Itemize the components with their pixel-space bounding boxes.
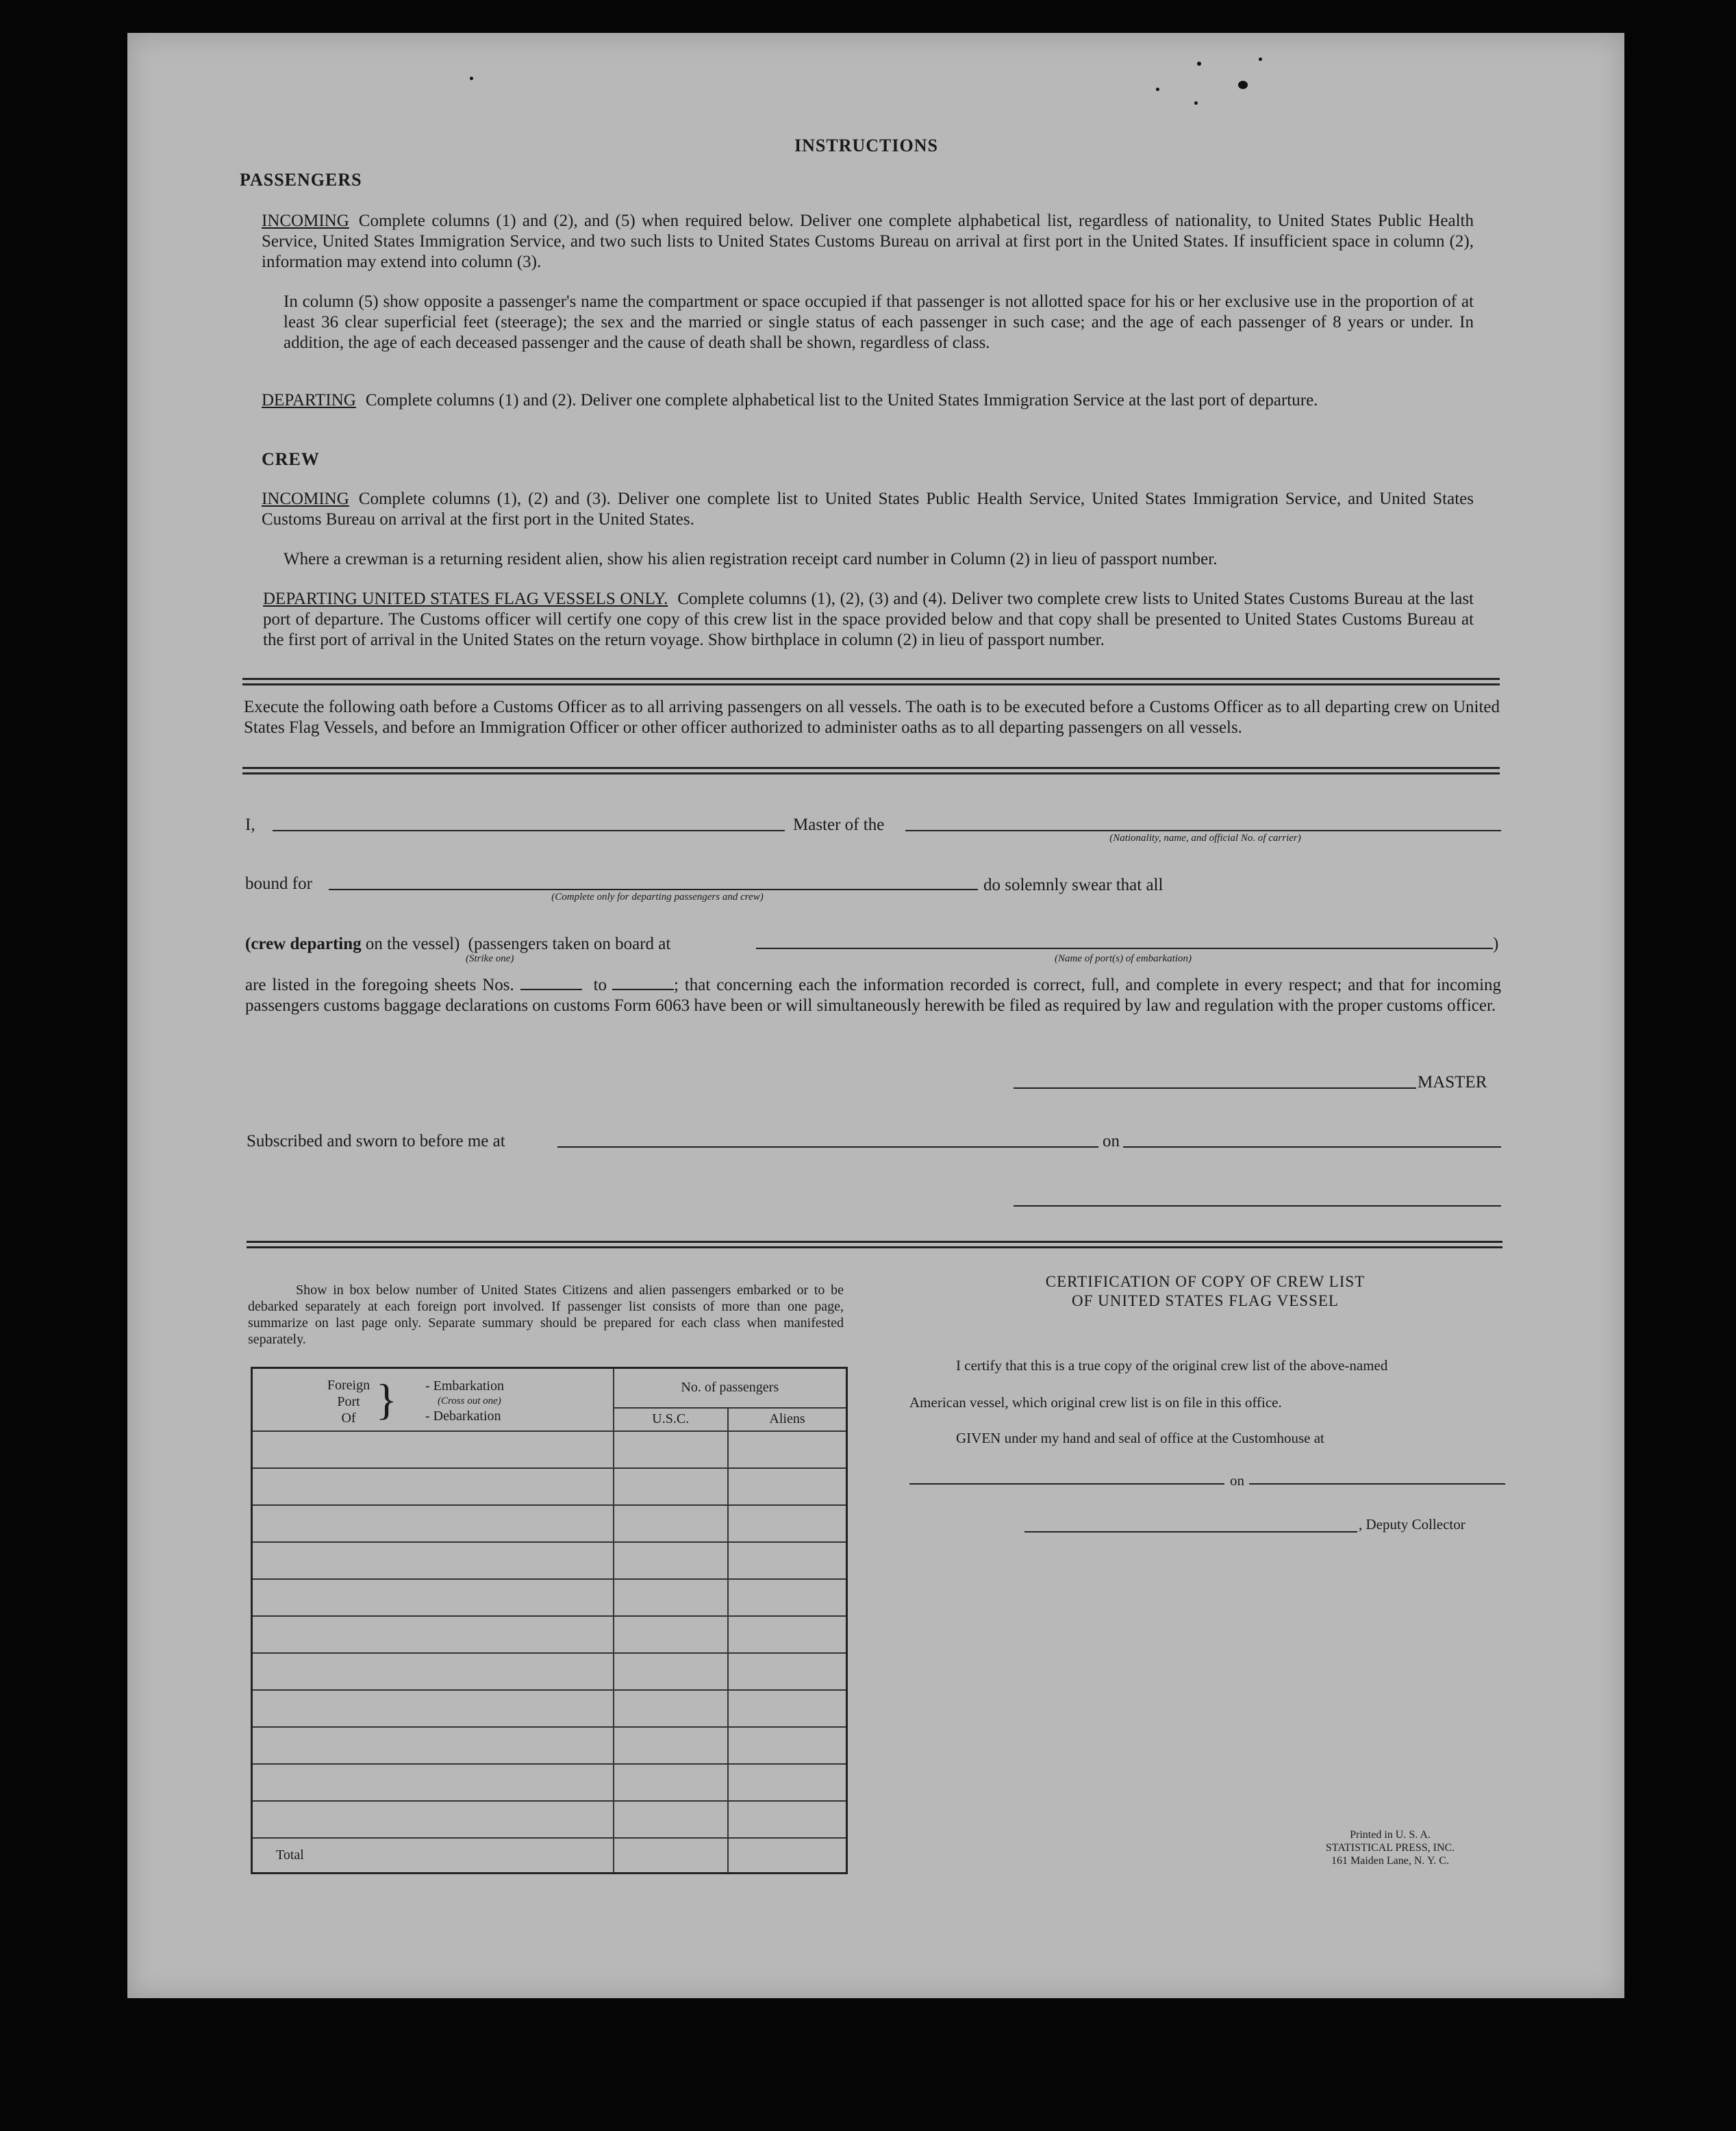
carrier-field-hint: (Nationality, name, and official No. of carrier) [1109,833,1301,844]
printer-line-1: Printed in U. S. A. [1350,1829,1431,1841]
usc-cell[interactable] [614,1468,729,1505]
port-cell[interactable] [252,1616,614,1653]
usc-cell[interactable] [614,1431,729,1468]
double-rule [247,1241,1502,1248]
customhouse-field[interactable] [909,1483,1224,1485]
oath-swear-label: do solemnly swear that all [983,876,1163,894]
ports-embarkation-hint: (Name of port(s) of embarkation) [1055,953,1192,964]
master-name-field[interactable] [273,830,785,831]
double-rule [242,767,1500,774]
close-paren: ) [1493,935,1499,953]
certification-date-field[interactable] [1249,1483,1505,1485]
table-row [252,1468,847,1505]
usc-cell[interactable] [614,1764,729,1801]
usc-header: U.S.C. [614,1408,729,1431]
ports-embarkation-field[interactable] [756,948,1493,949]
total-usc-cell[interactable] [614,1838,729,1874]
certification-text-1: I certify that this is a true copy of the original crew list of the above-named [956,1357,1388,1374]
certification-text-2: American vessel, which original crew list is on file in this office. [909,1394,1282,1411]
aliens-cell[interactable] [728,1579,847,1616]
certification-title-line-2: OF UNITED STATES FLAG VESSEL [1072,1292,1339,1309]
table-row [252,1690,847,1727]
usc-cell[interactable] [614,1505,729,1542]
sworn-on-label: on [1103,1132,1120,1150]
oath-listed-text-b: ; that concerning each the information recorded is correct, full, and complete in every respect; and that for incoming passengers customs baggage declarations on customs Form 6063 have been or will simultaneously herewith be filed as required by law and regulation with the proper customs officer. [245,976,1502,1015]
aliens-cell[interactable] [728,1653,847,1690]
oath-intro-paragraph: Execute the following oath before a Customs Officer as to all arriving passengers on all vessels. The oath is to be executed before a Customs Officer as to all departing crew on United States Flag Vessels, and before an Immigration Officer or other officer authorized to administer oaths as to all departing passengers on all vessels. [244,698,1500,737]
crew-incoming-label: INCOMING [262,490,349,508]
of-label: Of [341,1411,356,1426]
table-row [252,1431,847,1468]
table-row [252,1653,847,1690]
sworn-place-field[interactable] [557,1146,1098,1148]
scan-speck [1197,62,1201,66]
sheet-from-field[interactable] [520,976,582,990]
aliens-cell[interactable] [728,1468,847,1505]
passengers-departing-text: Complete columns (1) and (2). Deliver one complete alphabetical list to the United States Immigration Service at the last port of departure. [365,391,1318,409]
port-cell[interactable] [252,1431,614,1468]
table-header-row [252,1368,847,1408]
crew-incoming-paragraph [262,489,1474,530]
bound-for-field[interactable] [329,889,978,890]
printer-line-2: STATISTICAL PRESS, INC. [1325,1842,1455,1854]
scan-speck [1238,81,1248,89]
instructions-title: INSTRUCTIONS [794,136,938,155]
scan-speck [470,77,473,80]
passengers-incoming-label: INCOMING [262,212,349,230]
aliens-cell[interactable] [728,1542,847,1579]
oath-listed-paragraph [245,975,1501,1016]
deputy-collector-signature-field[interactable] [1024,1531,1357,1533]
port-cell[interactable] [252,1579,614,1616]
aliens-cell[interactable] [728,1616,847,1653]
table-row [252,1542,847,1579]
port-cell[interactable] [252,1468,614,1505]
usc-cell[interactable] [614,1690,729,1727]
passengers-departing-paragraph [262,390,1474,411]
passengers-heading: PASSENGERS [240,170,362,190]
table-row [252,1579,847,1616]
bound-for-field-hint: (Complete only for departing passengers and crew) [551,892,764,903]
aliens-header: Aliens [728,1408,847,1431]
no-of-passengers-header: No. of passengers [614,1368,847,1408]
usc-cell[interactable] [614,1579,729,1616]
master-signature-field[interactable] [1014,1087,1416,1089]
table-total-row [252,1838,847,1874]
foreign-label: Foreign [327,1378,370,1393]
passenger-summary-table [251,1367,848,1874]
port-label: Port [337,1394,360,1409]
master-label: MASTER [1418,1073,1487,1092]
passengers-incoming-text: Complete columns (1) and (2), and (5) when required below. Deliver one complete alphabetical list, regardless of nationality, to United States Public Health Service, United States Immigration Service, and two such lists to United States Customs Bureau on arrival at first port in the United States. If insufficient space in column (2), information may extend into column (3). [262,212,1474,271]
port-cell[interactable] [252,1727,614,1764]
port-cell[interactable] [252,1505,614,1542]
sworn-date-field[interactable] [1123,1146,1501,1148]
oath-master-of-the-label: Master of the [793,816,885,834]
oath-listed-to: to [593,976,607,994]
usc-cell[interactable] [614,1653,729,1690]
embarkation-option[interactable]: - Embarkation [425,1378,504,1394]
aliens-cell[interactable] [728,1431,847,1468]
subscribed-label: Subscribed and sworn to before me at [247,1132,505,1150]
brace-glyph: } [376,1375,397,1424]
sheet-to-field[interactable] [612,976,674,990]
summary-instructions: Show in box below number of United States Citizens and alien passengers embarked or to be debarked separately at each foreign port involved. If passenger list consists of more than one page, summarize on last page only. Separate summary should be prepared for each class when manifested separately. [248,1283,844,1347]
port-cell[interactable] [252,1690,614,1727]
port-cell[interactable] [252,1542,614,1579]
total-aliens-cell[interactable] [728,1838,847,1874]
crew-departing-paragraph [263,589,1474,651]
oath-listed-text-a: are listed in the foregoing sheets Nos. [245,976,514,994]
crew-alien-paragraph: Where a crewman is a returning resident alien, show his alien registration receipt card number in Column (2) in lieu of passport number. [284,550,1218,568]
table-row [252,1727,847,1764]
embark-debark-options [425,1378,504,1424]
certification-on-label: on [1230,1472,1244,1489]
usc-cell[interactable] [614,1616,729,1653]
oath-i-label: I, [245,816,255,834]
scan-speck [1259,58,1262,61]
table-row [252,1505,847,1542]
scan-speck [1156,88,1159,91]
usc-cell[interactable] [614,1727,729,1764]
table-body [252,1431,847,1838]
debarkation-option[interactable]: - Debarkation [425,1409,501,1424]
total-label: Total [252,1838,614,1874]
port-header-cell [252,1368,614,1431]
passengers-departing-label: DEPARTING [262,391,356,409]
deputy-collector-label: , Deputy Collector [1359,1516,1465,1533]
table-row [252,1616,847,1653]
usc-cell[interactable] [614,1542,729,1579]
passengers-column5-paragraph: In column (5) show opposite a passenger's name the compartment or space occupied if that passenger is not allotted space for his or her exclusive use in the proportion of at least 36 clear superficial feet (steerage); the sex and the married or single status of each passenger in such case; and the age of each passenger of 8 years or under. In addition, the age of each deceased passenger and the cause of death shall be shown, regardless of class. [284,292,1474,352]
crew-departing-option-a[interactable]: (crew departing [245,935,362,953]
strike-one-hint: (Strike one) [466,953,514,964]
table-row [252,1801,847,1838]
double-rule [242,678,1500,685]
officer-signature-field[interactable] [1014,1205,1501,1207]
crew-heading: CREW [262,449,320,469]
certification-given: GIVEN under my hand and seal of office at the Customhouse at [956,1430,1324,1446]
usc-cell[interactable] [614,1801,729,1838]
scan-speck [1194,101,1198,105]
oath-crew-passengers-line [245,934,670,955]
aliens-cell[interactable] [728,1764,847,1801]
crew-departing-text: Complete columns (1), (2), (3) and (4). Deliver two complete crew lists to United States Customs Bureau at the last port of departure. The Customs officer will certify one copy of this crew list in the space provided below and that copy shall be presented to United States Customs Bureau at the first port of arrival in the United States on the return voyage. Show birthplace in column (2) in lieu of passport number. [263,590,1474,649]
passengers-incoming-paragraph [262,211,1474,273]
foreign-port-of-label [321,1377,376,1426]
port-cell[interactable] [252,1653,614,1690]
printer-imprint [1301,1828,1479,1867]
certification-title [918,1272,1493,1311]
passengers-taken-option[interactable]: (passengers taken on board at [468,935,671,953]
port-cell[interactable] [252,1801,614,1838]
oath-bound-for-label: bound for [245,874,312,893]
cross-out-one-hint: (Cross out one) [438,1396,501,1407]
crew-departing-option-b: on the vessel) [365,935,460,953]
aliens-cell[interactable] [728,1505,847,1542]
aliens-cell[interactable] [728,1690,847,1727]
aliens-cell[interactable] [728,1727,847,1764]
crew-incoming-text: Complete columns (1), (2) and (3). Deliver one complete list to United States Public Health Service, United States Immigration Service, and United States Customs Bureau on arrival at the first port in the United States. [262,490,1474,529]
certification-title-line-1: CERTIFICATION OF COPY OF CREW LIST [1045,1273,1366,1290]
crew-departing-label: DEPARTING UNITED STATES FLAG VESSELS ONLY. [263,590,668,608]
aliens-cell[interactable] [728,1801,847,1838]
carrier-field[interactable] [905,830,1501,831]
port-cell[interactable] [252,1764,614,1801]
printer-line-3: 161 Maiden Lane, N. Y. C. [1331,1855,1449,1867]
table-row [252,1764,847,1801]
